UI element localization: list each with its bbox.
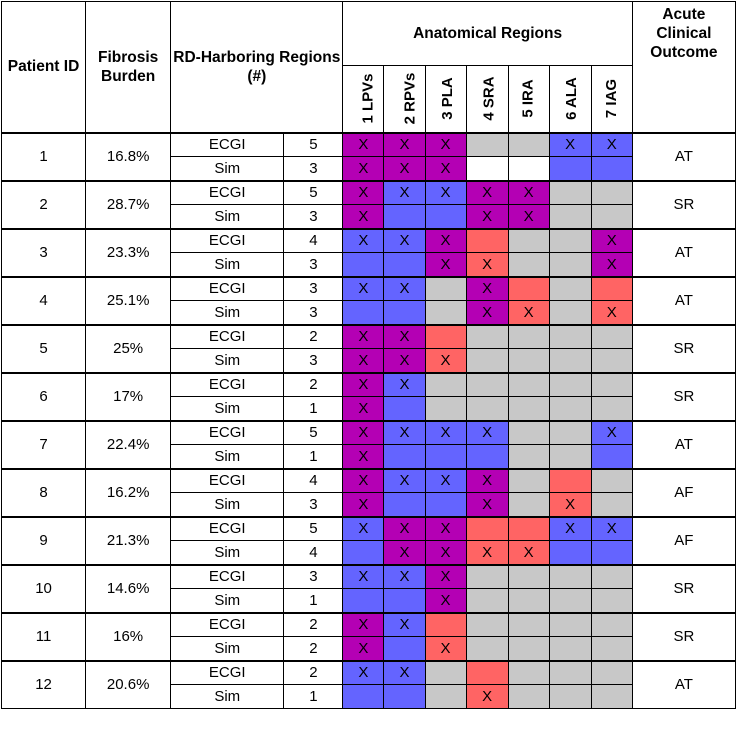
region-count: 2 <box>284 325 343 349</box>
clinical-outcome: AT <box>632 421 735 469</box>
region-cell-5 <box>508 565 549 589</box>
fibrosis-burden: 23.3% <box>86 229 171 277</box>
header-region-label: 1 LPVs <box>359 73 377 124</box>
region-cell-2: X <box>384 421 425 445</box>
region-cell-2: X <box>384 517 425 541</box>
region-cell-6 <box>549 373 591 397</box>
fibrosis-burden: 25.1% <box>86 277 171 325</box>
region-cell-7 <box>591 349 632 373</box>
region-cell-5: X <box>508 301 549 325</box>
region-cell-1: X <box>343 517 384 541</box>
patient-id: 5 <box>2 325 86 373</box>
region-cell-5 <box>508 685 549 709</box>
patient-id: 8 <box>2 469 86 517</box>
fibrosis-burden: 21.3% <box>86 517 171 565</box>
region-count: 3 <box>284 157 343 181</box>
region-cell-2 <box>384 253 425 277</box>
table-row <box>2 181 736 205</box>
region-count: 3 <box>284 565 343 589</box>
region-count: 3 <box>284 253 343 277</box>
region-cell-3: X <box>425 517 466 541</box>
method-label: Sim <box>171 205 284 229</box>
region-cell-5 <box>508 349 549 373</box>
table-row <box>2 661 736 685</box>
region-cell-4: X <box>466 205 508 229</box>
header-rd-regions: RD-Harboring Regions (#) <box>171 2 343 133</box>
region-cell-1: X <box>343 661 384 685</box>
region-cell-4: X <box>466 181 508 205</box>
table-row <box>2 133 736 157</box>
region-cell-2: X <box>384 229 425 253</box>
region-cell-7 <box>591 181 632 205</box>
region-cell-5 <box>508 493 549 517</box>
region-cell-4 <box>466 349 508 373</box>
region-cell-6 <box>549 421 591 445</box>
fibrosis-burden: 20.6% <box>86 661 171 709</box>
region-cell-6 <box>549 349 591 373</box>
region-cell-7: X <box>591 301 632 325</box>
region-cell-3 <box>425 613 466 637</box>
region-cell-4 <box>466 613 508 637</box>
region-cell-1: X <box>343 349 384 373</box>
method-label: ECGI <box>171 133 284 157</box>
region-count: 5 <box>284 517 343 541</box>
region-cell-4 <box>466 229 508 253</box>
patient-id: 4 <box>2 277 86 325</box>
region-cell-7: X <box>591 133 632 157</box>
method-label: ECGI <box>171 565 284 589</box>
table-row <box>2 229 736 253</box>
region-cell-2 <box>384 205 425 229</box>
fibrosis-burden: 28.7% <box>86 181 171 229</box>
region-cell-7 <box>591 157 632 181</box>
patient-id: 10 <box>2 565 86 613</box>
region-cell-2: X <box>384 565 425 589</box>
fibrosis-burden: 16.2% <box>86 469 171 517</box>
header-region-label: 7 IAG <box>603 79 621 119</box>
clinical-outcome: SR <box>632 613 735 661</box>
region-cell-4 <box>466 445 508 469</box>
region-cell-7 <box>591 685 632 709</box>
region-count: 5 <box>284 421 343 445</box>
region-cell-5 <box>508 397 549 421</box>
region-cell-1: X <box>343 325 384 349</box>
fibrosis-burden: 14.6% <box>86 565 171 613</box>
region-cell-1: X <box>343 373 384 397</box>
method-label: ECGI <box>171 517 284 541</box>
region-cell-3 <box>425 685 466 709</box>
region-cell-5 <box>508 469 549 493</box>
clinical-outcome: SR <box>632 373 735 421</box>
header-region-label: 4 SRA <box>480 76 498 121</box>
region-count: 3 <box>284 277 343 301</box>
region-cell-3 <box>425 205 466 229</box>
region-cell-3: X <box>425 229 466 253</box>
clinical-outcome: SR <box>632 565 735 613</box>
header-acute-outcome <box>632 2 735 133</box>
header-acute-outcome-label: Acute Clinical Outcome <box>650 6 718 61</box>
region-cell-4 <box>466 637 508 661</box>
method-label: Sim <box>171 301 284 325</box>
region-cell-3: X <box>425 637 466 661</box>
region-cell-1: X <box>343 397 384 421</box>
region-cell-5 <box>508 277 549 301</box>
region-cell-7: X <box>591 253 632 277</box>
region-cell-5 <box>508 133 549 157</box>
region-cell-2: X <box>384 157 425 181</box>
clinical-outcome: AT <box>632 229 735 277</box>
region-cell-3: X <box>425 565 466 589</box>
region-cell-3 <box>425 493 466 517</box>
method-label: ECGI <box>171 421 284 445</box>
region-cell-5 <box>508 517 549 541</box>
region-cell-3: X <box>425 589 466 613</box>
table-row <box>2 373 736 397</box>
region-cell-1 <box>343 685 384 709</box>
region-cell-2 <box>384 445 425 469</box>
region-cell-7 <box>591 325 632 349</box>
region-count: 3 <box>284 349 343 373</box>
region-cell-5: X <box>508 205 549 229</box>
region-cell-1 <box>343 541 384 565</box>
region-cell-4 <box>466 325 508 349</box>
method-label: Sim <box>171 253 284 277</box>
region-cell-5 <box>508 421 549 445</box>
fibrosis-burden: 22.4% <box>86 421 171 469</box>
region-count: 3 <box>284 493 343 517</box>
region-cell-6 <box>549 277 591 301</box>
table-row <box>2 565 736 589</box>
region-cell-5: X <box>508 181 549 205</box>
patient-id: 11 <box>2 613 86 661</box>
region-cell-1: X <box>343 133 384 157</box>
region-cell-1 <box>343 253 384 277</box>
region-cell-6: X <box>549 133 591 157</box>
region-cell-6 <box>549 229 591 253</box>
region-cell-1: X <box>343 637 384 661</box>
region-cell-5 <box>508 589 549 613</box>
region-cell-2: X <box>384 133 425 157</box>
region-cell-1: X <box>343 493 384 517</box>
region-cell-5 <box>508 325 549 349</box>
region-count: 4 <box>284 541 343 565</box>
method-label: Sim <box>171 541 284 565</box>
method-label: Sim <box>171 445 284 469</box>
region-cell-4 <box>466 517 508 541</box>
region-cell-6 <box>549 661 591 685</box>
region-cell-7: X <box>591 229 632 253</box>
patient-id: 3 <box>2 229 86 277</box>
clinical-outcome: AF <box>632 517 735 565</box>
region-cell-6 <box>549 325 591 349</box>
region-count: 2 <box>284 637 343 661</box>
method-label: ECGI <box>171 325 284 349</box>
region-cell-7 <box>591 493 632 517</box>
region-cell-4 <box>466 373 508 397</box>
method-label: Sim <box>171 397 284 421</box>
region-cell-4 <box>466 589 508 613</box>
region-cell-3 <box>425 373 466 397</box>
patient-id: 7 <box>2 421 86 469</box>
region-cell-1 <box>343 589 384 613</box>
region-cell-7 <box>591 565 632 589</box>
region-count: 1 <box>284 445 343 469</box>
region-cell-2: X <box>384 373 425 397</box>
region-cell-2: X <box>384 661 425 685</box>
region-cell-7 <box>591 205 632 229</box>
fibrosis-burden: 16% <box>86 613 171 661</box>
region-count: 1 <box>284 685 343 709</box>
region-cell-5 <box>508 445 549 469</box>
method-label: Sim <box>171 589 284 613</box>
results-table <box>1 1 736 709</box>
region-cell-4 <box>466 565 508 589</box>
region-count: 5 <box>284 181 343 205</box>
region-cell-3 <box>425 661 466 685</box>
region-cell-4: X <box>466 277 508 301</box>
region-count: 2 <box>284 661 343 685</box>
region-cell-7 <box>591 589 632 613</box>
clinical-outcome: AT <box>632 277 735 325</box>
region-cell-6 <box>549 637 591 661</box>
region-cell-3: X <box>425 133 466 157</box>
clinical-outcome: AF <box>632 469 735 517</box>
region-cell-4: X <box>466 469 508 493</box>
region-cell-1: X <box>343 565 384 589</box>
clinical-outcome: AT <box>632 133 735 181</box>
table-row <box>2 277 736 301</box>
region-cell-4: X <box>466 493 508 517</box>
region-cell-4 <box>466 661 508 685</box>
header-fibrosis-burden: Fibrosis Burden <box>86 2 171 133</box>
method-label: ECGI <box>171 229 284 253</box>
method-label: ECGI <box>171 181 284 205</box>
method-label: Sim <box>171 493 284 517</box>
fibrosis-burden: 17% <box>86 373 171 421</box>
region-cell-3: X <box>425 469 466 493</box>
region-cell-6 <box>549 445 591 469</box>
clinical-outcome: SR <box>632 325 735 373</box>
region-cell-1: X <box>343 421 384 445</box>
method-label: ECGI <box>171 277 284 301</box>
region-cell-4: X <box>466 541 508 565</box>
region-cell-3: X <box>425 349 466 373</box>
patient-id: 9 <box>2 517 86 565</box>
region-cell-4: X <box>466 421 508 445</box>
region-cell-7: X <box>591 517 632 541</box>
table-row <box>2 469 736 493</box>
method-label: Sim <box>171 685 284 709</box>
region-cell-5 <box>508 613 549 637</box>
region-cell-1: X <box>343 469 384 493</box>
region-cell-3: X <box>425 541 466 565</box>
region-cell-2 <box>384 589 425 613</box>
region-cell-4 <box>466 397 508 421</box>
table-row <box>2 517 736 541</box>
region-cell-2 <box>384 637 425 661</box>
region-cell-2: X <box>384 613 425 637</box>
region-count: 3 <box>284 301 343 325</box>
method-label: ECGI <box>171 469 284 493</box>
region-count: 1 <box>284 589 343 613</box>
table-row <box>2 421 736 445</box>
region-cell-5 <box>508 373 549 397</box>
region-cell-5 <box>508 253 549 277</box>
region-cell-2: X <box>384 277 425 301</box>
region-cell-4 <box>466 157 508 181</box>
region-cell-6 <box>549 157 591 181</box>
patient-id: 1 <box>2 133 86 181</box>
region-cell-3: X <box>425 157 466 181</box>
region-cell-1: X <box>343 229 384 253</box>
header-region-label: 5 IRA <box>520 79 538 118</box>
region-cell-6: X <box>549 517 591 541</box>
region-cell-2: X <box>384 349 425 373</box>
region-cell-2: X <box>384 541 425 565</box>
clinical-outcome: SR <box>632 181 735 229</box>
method-label: ECGI <box>171 661 284 685</box>
header-region-3 <box>425 66 466 133</box>
region-cell-6 <box>549 253 591 277</box>
clinical-outcome: AT <box>632 661 735 709</box>
fibrosis-burden: 16.8% <box>86 133 171 181</box>
region-cell-3 <box>425 397 466 421</box>
patient-id: 12 <box>2 661 86 709</box>
region-cell-5 <box>508 661 549 685</box>
region-cell-2 <box>384 685 425 709</box>
region-cell-3 <box>425 301 466 325</box>
header-region-label: 3 PLA <box>438 77 456 121</box>
region-cell-5 <box>508 229 549 253</box>
region-cell-2 <box>384 397 425 421</box>
fibrosis-burden: 25% <box>86 325 171 373</box>
region-cell-2 <box>384 493 425 517</box>
region-cell-4: X <box>466 685 508 709</box>
region-cell-3 <box>425 277 466 301</box>
method-label: ECGI <box>171 613 284 637</box>
region-cell-3: X <box>425 181 466 205</box>
region-cell-4: X <box>466 301 508 325</box>
region-cell-7: X <box>591 421 632 445</box>
region-cell-7 <box>591 373 632 397</box>
method-label: ECGI <box>171 373 284 397</box>
region-cell-2 <box>384 301 425 325</box>
region-cell-3: X <box>425 253 466 277</box>
region-count: 4 <box>284 229 343 253</box>
region-cell-4 <box>466 133 508 157</box>
region-count: 4 <box>284 469 343 493</box>
region-cell-6 <box>549 589 591 613</box>
region-cell-5 <box>508 637 549 661</box>
region-count: 5 <box>284 133 343 157</box>
region-cell-3 <box>425 445 466 469</box>
region-cell-6 <box>549 205 591 229</box>
header-region-label: 2 RPVs <box>401 72 419 125</box>
header-region-1 <box>343 66 384 133</box>
region-count: 2 <box>284 373 343 397</box>
region-cell-6 <box>549 613 591 637</box>
region-cell-7 <box>591 613 632 637</box>
region-cell-3 <box>425 325 466 349</box>
region-cell-1: X <box>343 157 384 181</box>
region-cell-2: X <box>384 181 425 205</box>
region-cell-3: X <box>425 421 466 445</box>
header-anatomical-regions: Anatomical Regions <box>343 2 632 66</box>
table-row <box>2 613 736 637</box>
region-cell-1: X <box>343 445 384 469</box>
header-region-label: 6 ALA <box>562 77 580 121</box>
header-region-7 <box>591 66 632 133</box>
method-label: Sim <box>171 637 284 661</box>
region-count: 2 <box>284 613 343 637</box>
header-region-2 <box>384 66 425 133</box>
region-cell-1: X <box>343 205 384 229</box>
table-row <box>2 325 736 349</box>
header-region-5 <box>508 66 549 133</box>
method-label: Sim <box>171 157 284 181</box>
region-cell-6 <box>549 181 591 205</box>
region-cell-5 <box>508 157 549 181</box>
patient-id: 2 <box>2 181 86 229</box>
header-region-4 <box>466 66 508 133</box>
region-cell-6 <box>549 565 591 589</box>
region-cell-1 <box>343 301 384 325</box>
region-cell-6 <box>549 397 591 421</box>
region-cell-6 <box>549 685 591 709</box>
region-cell-6 <box>549 469 591 493</box>
table-body <box>2 133 736 709</box>
region-cell-7 <box>591 277 632 301</box>
region-cell-7 <box>591 469 632 493</box>
header-region-6 <box>549 66 591 133</box>
header-patient-id: Patient ID <box>2 2 86 133</box>
patient-id: 6 <box>2 373 86 421</box>
region-count: 1 <box>284 397 343 421</box>
region-cell-2: X <box>384 469 425 493</box>
region-count: 3 <box>284 205 343 229</box>
region-cell-7 <box>591 661 632 685</box>
region-cell-6: X <box>549 493 591 517</box>
region-cell-2: X <box>384 325 425 349</box>
region-cell-1: X <box>343 277 384 301</box>
region-cell-7 <box>591 397 632 421</box>
region-cell-6 <box>549 301 591 325</box>
region-cell-7 <box>591 637 632 661</box>
region-cell-1: X <box>343 613 384 637</box>
region-cell-4: X <box>466 253 508 277</box>
region-cell-7 <box>591 445 632 469</box>
region-cell-1: X <box>343 181 384 205</box>
method-label: Sim <box>171 349 284 373</box>
region-cell-5: X <box>508 541 549 565</box>
region-cell-7 <box>591 541 632 565</box>
region-cell-6 <box>549 541 591 565</box>
